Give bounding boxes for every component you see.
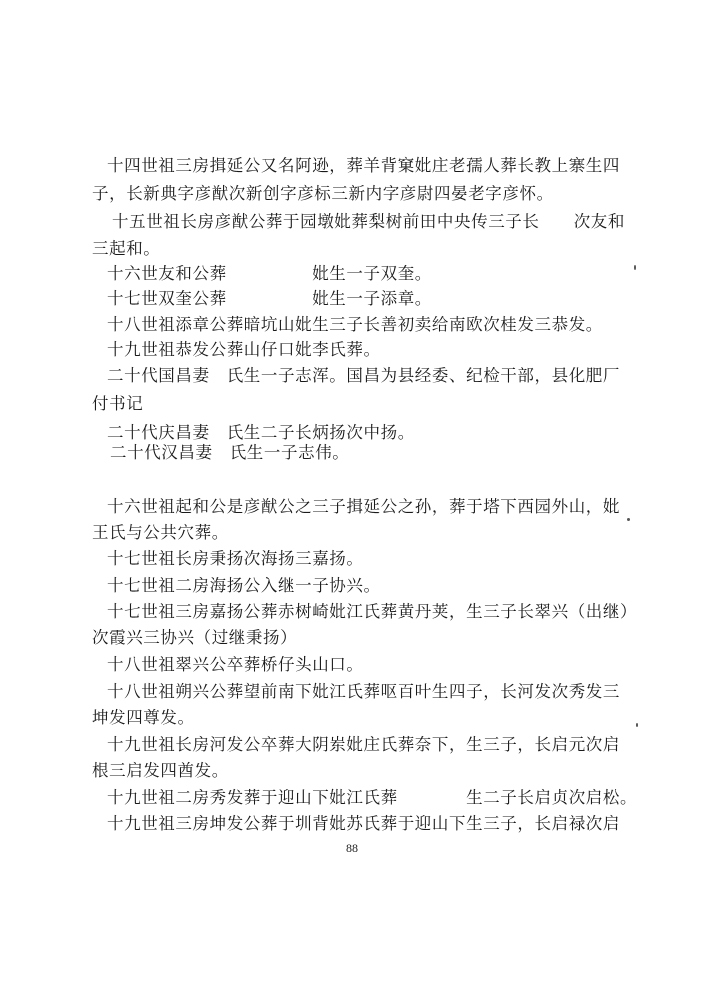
text-line: 付书记 bbox=[92, 394, 144, 413]
text-line: 十七世祖三房嘉扬公葬赤树崎妣江氏葬黄丹荚，生三子长翠兴（出继） bbox=[107, 602, 638, 621]
text-line: 十六世友和公葬 妣生一子双奎。 bbox=[107, 264, 432, 283]
page-number: 88 bbox=[346, 841, 358, 855]
text-line: 十九世祖三房坤发公葬于圳背妣苏氏葬于迎山下生三子，长启禄次启 bbox=[107, 814, 620, 833]
text-line: 十八世祖朔兴公葬望前南下妣江氏葬呕百叶生四子，长河发次秀发三 bbox=[107, 682, 620, 701]
text-line: 三起和。 bbox=[92, 239, 161, 258]
text-line: 十四世祖三房揖延公又名阿逊，葬羊背窠妣庄老孺人葬长教上寨生四 bbox=[107, 156, 620, 175]
text-line: 二十代庆昌妻 氏生二子长炳扬次中扬。 bbox=[107, 423, 415, 442]
text-line: 十九世祖二房秀发葬于迎山下妣江氏葬 生二子长启贞次启松。 bbox=[107, 788, 638, 807]
text-line: 十六世祖起和公是彦猷公之三子揖延公之孙，葬于塔下西园外山，妣 bbox=[107, 497, 620, 516]
text-line: 十七世双奎公葬 妣生一子添章。 bbox=[107, 289, 432, 308]
scan-speck bbox=[627, 518, 630, 521]
text-line: 十九世祖恭发公葬山仔口妣李氏葬。 bbox=[107, 340, 381, 359]
text-line: 王氏与公共穴葬。 bbox=[92, 523, 229, 542]
text-line: 次霞兴三协兴（过继秉扬） bbox=[92, 628, 298, 647]
text-line: 十五世祖长房彦猷公葬于园墩妣葬梨树前田中央传三子长 次友和 bbox=[112, 212, 625, 231]
text-line: 根三启发四酋发。 bbox=[92, 761, 229, 780]
text-line: 坤发四尊发。 bbox=[92, 708, 195, 727]
text-line: 十九世祖长房河发公卒葬大阴岽妣庄氏葬奈下，生三子，长启元次启 bbox=[107, 735, 620, 754]
text-line: 十八世祖添章公葬暗坑山妣生三子长善初卖给南欧次桂发三恭发。 bbox=[107, 315, 603, 334]
text-line: 十七世祖二房海扬公入继一子协兴。 bbox=[107, 576, 381, 595]
scan-speck bbox=[634, 265, 636, 270]
text-line: 子，长新典字彦猷次新创字彦标三新内字彦尉四晏老字彦怀。 bbox=[92, 184, 554, 203]
text-line: 二十代国昌妻 氏生一子志浑。国昌为县经委、纪检干部，县化肥厂 bbox=[107, 366, 620, 385]
text-line: 二十代汉昌妻 氏生一子志伟。 bbox=[110, 443, 350, 462]
scan-speck bbox=[636, 723, 638, 727]
text-line: 十八世祖翠兴公卒葬桥仔头山口。 bbox=[107, 655, 364, 674]
text-line: 十七世祖长房秉扬次海扬三嘉扬。 bbox=[107, 549, 364, 568]
